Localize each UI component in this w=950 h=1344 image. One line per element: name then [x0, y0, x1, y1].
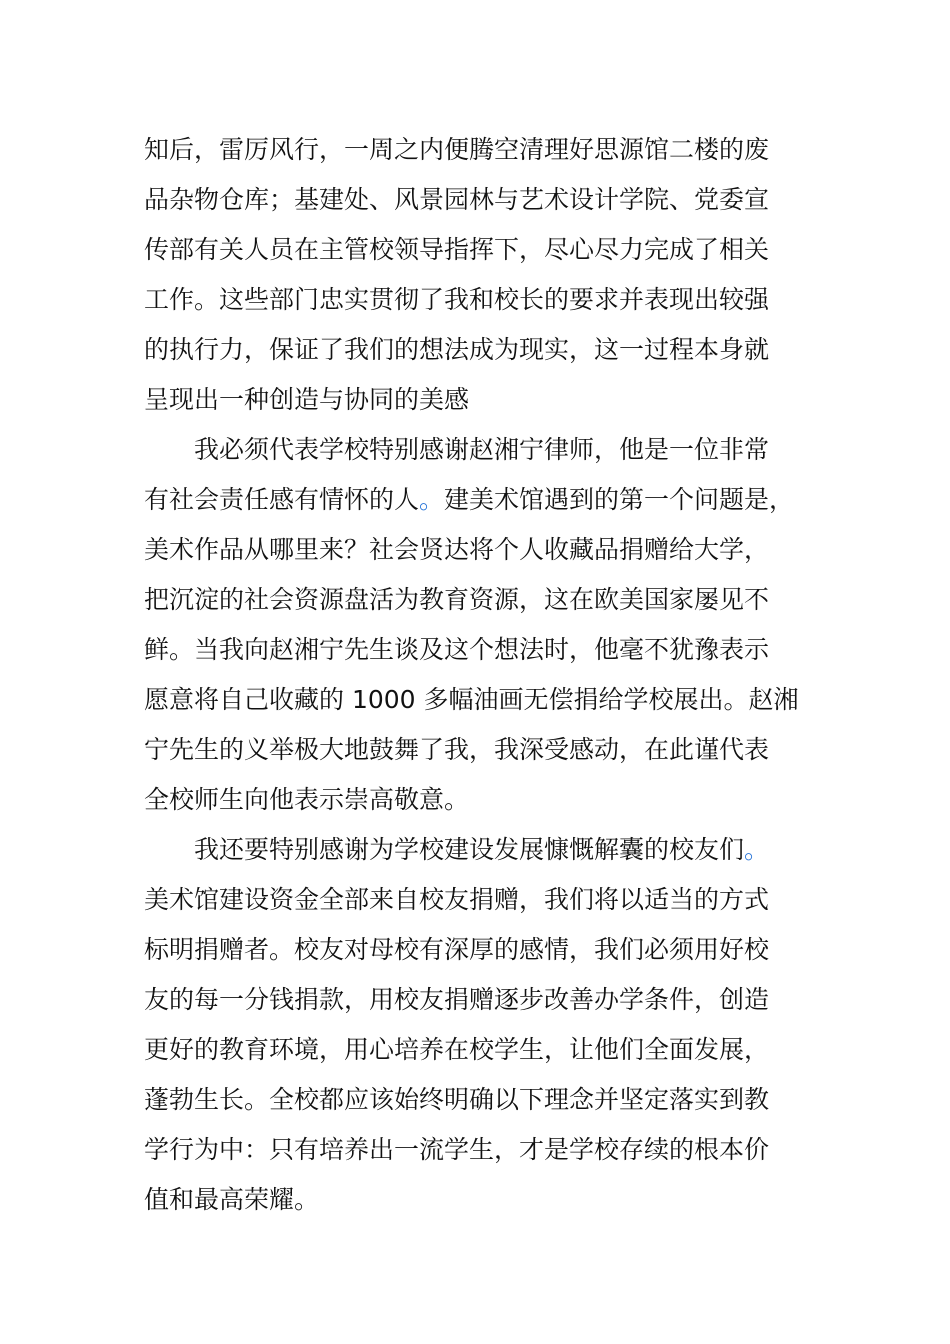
text-line: 呈现出一种创造与协同的美感	[144, 385, 470, 414]
highlighted-period: 。	[744, 835, 770, 864]
text-line: 知后，雷厉风行，一周之内便腾空清理好思源馆二楼的废	[144, 135, 770, 164]
text-segment: 建美术馆遇到的第一个问题是，	[444, 485, 795, 514]
text-line: 美术作品从哪里来？社会贤达将个人收藏品捐赠给大学，	[144, 535, 770, 564]
text-line: 把沉淀的社会资源盘活为教育资源，这在欧美国家屡见不	[144, 585, 770, 614]
paragraph-first-line: 我必须代表学校特别感谢赵湘宁律师，他是一位非常	[194, 435, 770, 464]
text-line: 的执行力，保证了我们的想法成为现实，这一过程本身就	[144, 335, 770, 364]
text-segment: 我还要特别感谢为学校建设发展慷慨解囊的校友们	[194, 835, 745, 864]
text-line: 鲜。当我向赵湘宁先生谈及这个想法时，他毫不犹豫表示	[144, 635, 770, 664]
text-line: 标明捐赠者。校友对母校有深厚的感情，我们必须用好校	[144, 935, 770, 964]
highlighted-period: 。	[419, 485, 445, 514]
text-line: 更好的教育环境，用心培养在校学生，让他们全面发展，	[144, 1035, 770, 1064]
paragraph-first-line	[194, 830, 769, 870]
text-line: 值和最高荣耀。	[144, 1185, 320, 1214]
text-line	[144, 480, 794, 520]
text-line: 美术馆建设资金全部来自校友捐赠，我们将以适当的方式	[144, 885, 770, 914]
text-line: 愿意将自己收藏的 1000 多幅油画无偿捐给学校展出。赵湘	[144, 685, 799, 714]
text-segment: 有社会责任感有情怀的人	[144, 485, 420, 514]
text-line: 全校师生向他表示崇高敬意。	[144, 785, 470, 814]
text-line: 工作。这些部门忠实贯彻了我和校长的要求并表现出较强	[144, 285, 770, 314]
text-line: 品杂物仓库；基建处、风景园林与艺术设计学院、党委宣	[144, 185, 770, 214]
text-line: 宁先生的义举极大地鼓舞了我，我深受感动，在此谨代表	[144, 735, 770, 764]
text-line: 友的每一分钱捐款，用校友捐赠逐步改善办学条件，创造	[144, 985, 770, 1014]
text-line: 传部有关人员在主管校领导指挥下，尽心尽力完成了相关	[144, 235, 770, 264]
text-line: 蓬勃生长。全校都应该始终明确以下理念并坚定落实到教	[144, 1085, 770, 1114]
text-line: 学行为中：只有培养出一流学生，才是学校存续的根本价	[144, 1135, 770, 1164]
